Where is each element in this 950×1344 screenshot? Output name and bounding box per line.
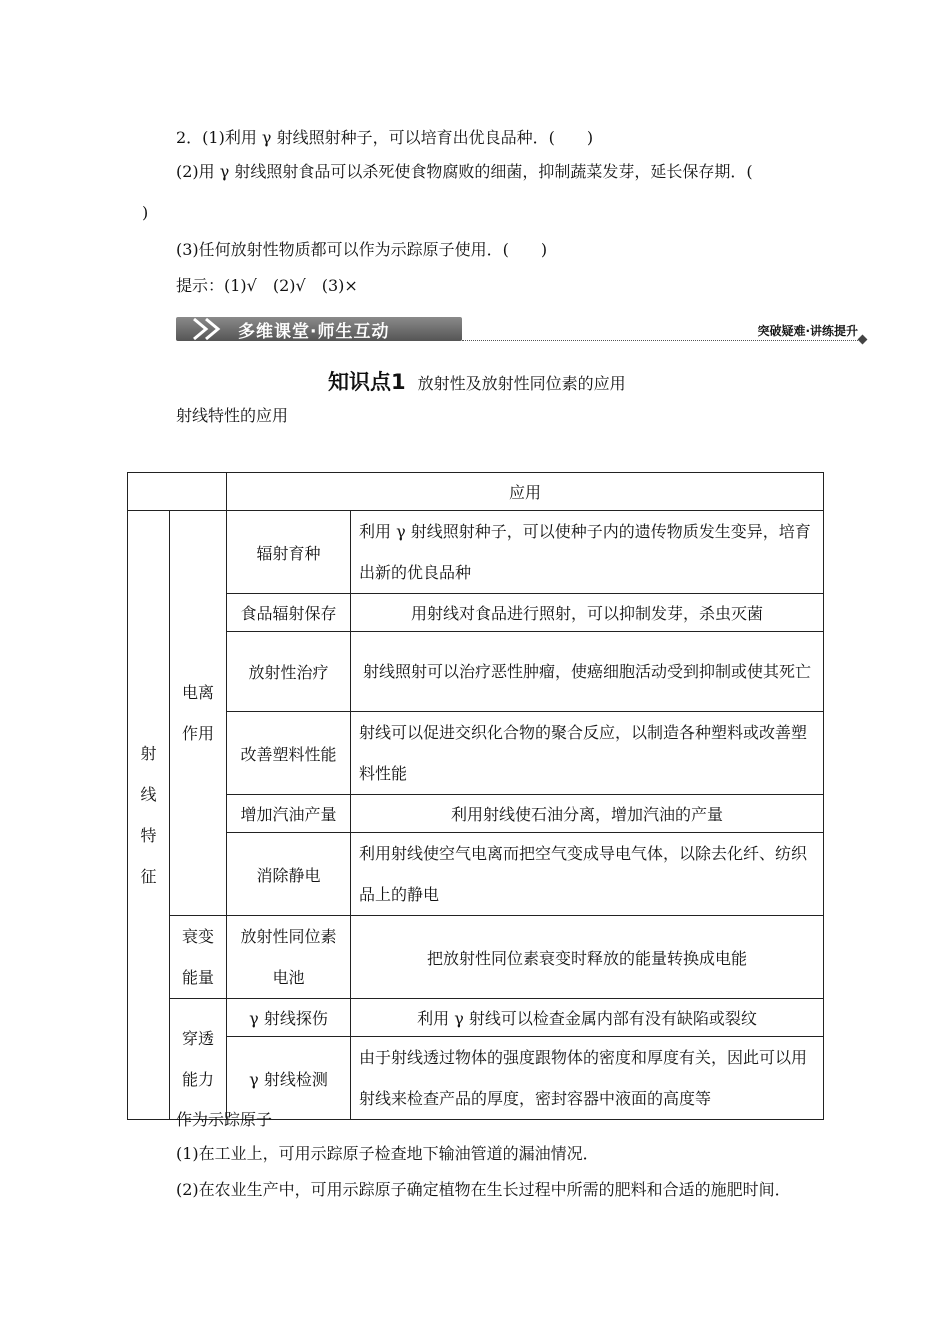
double-chevron-icon [184,317,236,341]
banner-divider [462,340,858,341]
row-name [227,916,351,999]
row-name: 增加汽油产量 [227,795,351,833]
row-desc: 利用 γ 射线照射种子，可以使种子内的遗传物质发生变异，培育出新的优良品种 [351,511,824,594]
group-ionization [170,511,227,916]
row-desc: 射线可以促进交织化合物的聚合反应，以制造各种塑料或改善塑料性能 [351,712,824,795]
table-row [128,632,824,712]
row-name: γ 射线检测 [227,1037,351,1120]
tracer-item-2: (2)在农业生产中，可用示踪原子确定植物在生长过程中所需的肥料和合适的施肥时间． [176,1180,791,1199]
section-banner [176,314,866,344]
knowledge-point-heading [328,366,626,396]
table-header-application: 应用 [227,473,824,511]
hint-answers: 提示：(1)√ (2)√ (3)× [176,276,358,295]
table-row [128,795,824,833]
row-desc: 把放射性同位素衰变时释放的能量转换成电能 [351,916,824,999]
row-desc: 利用射线使空气电离而把空气变成导电气体，以除去化纤、纺织品上的静电 [351,833,824,916]
tracer-title: 作为示踪原子 [176,1110,273,1129]
table-corner-cell [128,473,227,511]
question-2-part-1: 2．(1)利用 γ 射线照射种子，可以培育出优良品种．( ) [176,128,594,147]
group-ionization-label: 电离作用 [181,683,214,743]
table-row [128,511,824,594]
group-decay-energy [170,916,227,999]
row-name: 辐射育种 [227,511,351,594]
row-desc: 利用 γ 射线可以检查金属内部有没有缺陷或裂纹 [351,999,824,1037]
table-row [128,999,824,1037]
table-row [128,594,824,632]
row-name: 改善塑料性能 [227,712,351,795]
question-2-part-3: (3)任何放射性物质都可以作为示踪原子使用．( ) [176,240,548,259]
row-desc: 利用射线使石油分离，增加汽油的产量 [351,795,824,833]
table-row [128,916,824,999]
group-ray-characteristics [128,511,170,1120]
knowledge-point-label: 知识点1 [328,370,406,394]
question-2-part-2-close: ) [142,203,149,222]
banner-tagline: 突破疑难·讲练提升 [757,324,858,338]
tracer-item-1: (1)在工业上，可用示踪原子检查地下输油管道的漏油情况． [176,1144,599,1163]
row-desc: 由于射线透过物体的强度跟物体的密度和厚度有关，因此可以用射线来检查产品的厚度，密封容器中液面的高度等 [351,1037,824,1120]
row-name: 放射性治疗 [227,632,351,712]
row-name: 食品辐射保存 [227,594,351,632]
group-decay-energy-label: 衰变能量 [181,927,214,987]
group-ray-characteristics-label: 射线特征 [140,744,157,886]
table-row [128,712,824,795]
banner-bar [176,317,462,341]
banner-title: 多维课堂·师生互动 [238,322,390,342]
table-row [128,833,824,916]
application-table [127,472,824,1120]
row-name: γ 射线探伤 [227,999,351,1037]
knowledge-point-title: 放射性及放射性同位素的应用 [417,374,626,393]
group-penetration [170,999,227,1120]
table-row [128,1037,824,1120]
row-name: 消除静电 [227,833,351,916]
row-desc: 用射线对食品进行照射，可以抑制发芽，杀虫灭菌 [351,594,824,632]
section-subtitle: 射线特性的应用 [176,406,289,425]
row-desc: 射线照射可以治疗恶性肿瘤，使癌细胞活动受到抑制或使其死亡 [351,632,824,712]
table-header-row [128,473,824,511]
diamond-icon [858,335,868,345]
question-2-part-2: (2)用 γ 射线照射食品可以杀死使食物腐败的细菌，抑制蔬菜发芽，延长保存期．( [176,162,753,181]
group-penetration-label: 穿透能力 [181,1029,214,1089]
row-name-text: 放射性同位素电池 [240,927,337,987]
